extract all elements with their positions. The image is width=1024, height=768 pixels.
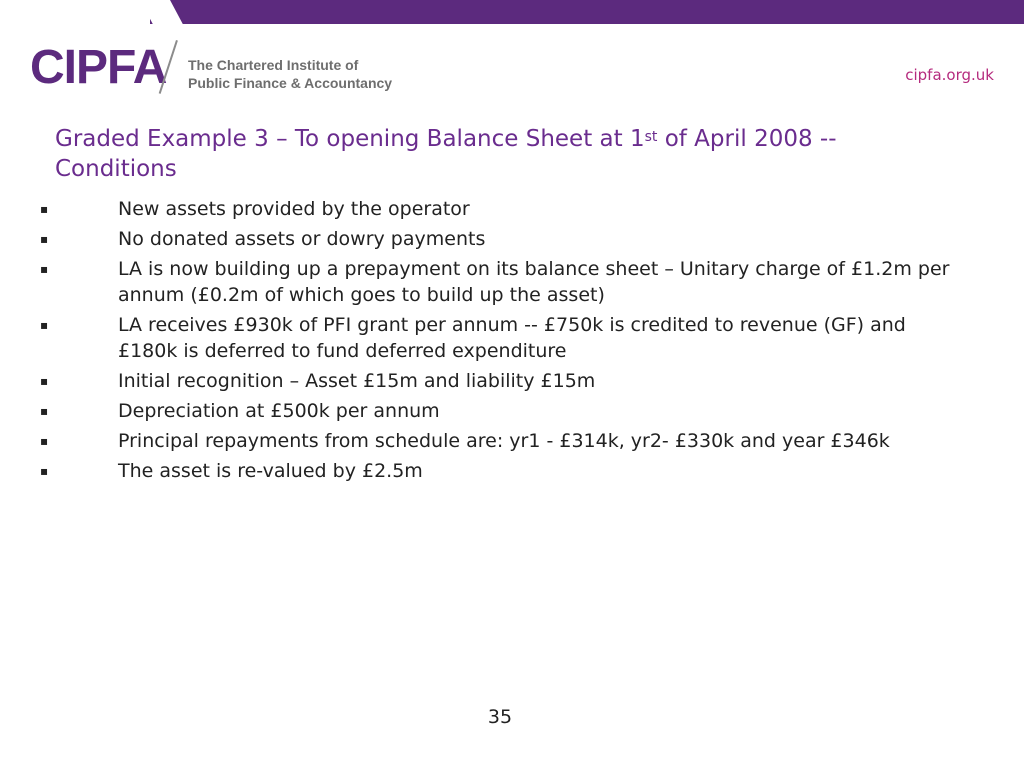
title-part-1: Graded Example 3 – To opening Balance Sheet at 1 [55,126,645,152]
page-number: 35 [487,706,513,728]
bullet-icon: ▪ [40,464,49,478]
logo-line-2: Public Finance & Accountancy [188,75,393,91]
bullet-text: Principal repayments from schedule are: yr1 - £314k, yr2- £330k and year £346k [118,430,890,452]
logo-line-1: The Chartered Institute of [188,57,359,73]
list-item [40,428,960,454]
list-item [40,458,960,484]
bullet-icon: ▪ [40,404,49,418]
bullet-text: LA is now building up a prepayment on its balance sheet – Unitary charge of £1.2m per annum (£0.2m of which goes to build up the asset) [118,258,950,306]
bullet-icon: ▪ [40,262,49,276]
bullet-icon: ▪ [40,374,49,388]
list-item [40,398,960,424]
slide-title [55,124,875,184]
logo-mark: CIPFA [30,41,167,94]
logo-tagline [188,56,392,92]
bullet-icon: ▪ [40,318,49,332]
bullet-text: No donated assets or dowry payments [118,228,486,250]
title-superscript: st [644,129,658,145]
bullet-icon: ▪ [40,232,49,246]
bullet-icon: ▪ [40,202,49,216]
bullet-text: Depreciation at £500k per annum [118,400,440,422]
bullet-text: LA receives £930k of PFI grant per annum -- £750k is credited to revenue (GF) and £180k is deferred to fund deferred expenditure [118,314,906,362]
top-banner [150,0,1024,24]
bullet-icon: ▪ [40,434,49,448]
title-part-2: of April 2008 -- Conditions [55,126,837,182]
list-item [40,196,960,222]
bullet-text: New assets provided by the operator [118,198,470,220]
list-item [40,368,960,394]
bullet-text: The asset is re-valued by £2.5m [118,460,423,482]
bullet-list [40,196,960,488]
bullet-text: Initial recognition – Asset £15m and liability £15m [118,370,596,392]
list-item [40,256,960,308]
site-url: cipfa.org.uk [905,66,994,84]
list-item [40,226,960,252]
list-item [40,312,960,364]
